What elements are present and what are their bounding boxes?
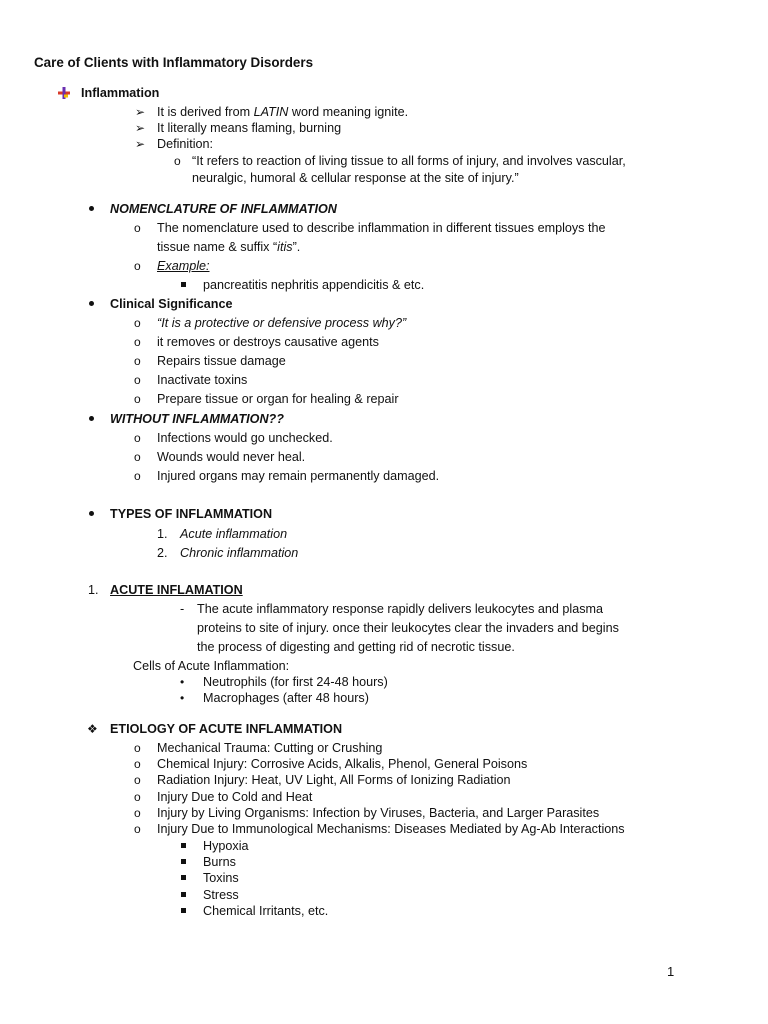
circle-bullet-icon: o: [134, 392, 141, 406]
acute-description-line-2: proteins to site of injury. once their leukocytes clear the invaders and begins: [197, 621, 619, 635]
square-bullet-icon: [181, 908, 186, 913]
inflammation-point-2: It literally means flaming, burning: [157, 121, 342, 135]
circle-bullet-icon: o: [134, 469, 141, 483]
section-heading-nomenclature: NOMENCLATURE OF INFLAMMATION: [110, 202, 337, 216]
definition-line-2: neuralgic, humoral & cellular response at the site of injury.”: [192, 171, 519, 185]
circle-bullet-icon: o: [134, 757, 141, 771]
square-bullet-icon: [181, 859, 186, 864]
circle-bullet-icon: o: [134, 790, 141, 804]
circle-bullet-icon: o: [134, 806, 141, 820]
circle-bullet-icon: o: [134, 316, 141, 330]
type-item: Chronic inflammation: [180, 546, 299, 560]
square-bullet-icon: [181, 282, 186, 287]
plus-icon: [58, 87, 70, 99]
section-heading-clinical: Clinical Significance: [110, 297, 233, 311]
circle-bullet-icon: o: [134, 354, 141, 368]
without-item: Infections would go unchecked.: [157, 431, 333, 445]
example-label: Example:: [157, 259, 210, 273]
inflammation-point-1: It is derived from LATIN word meaning ignite.: [157, 105, 409, 119]
acute-description-line-3: the process of digesting and getting rid of necrotic tissue.: [197, 640, 515, 654]
circle-bullet-icon: o: [134, 773, 141, 787]
type-item: Acute inflammation: [180, 527, 288, 541]
acute-number: 1.: [88, 583, 99, 597]
clinical-item: “It is a protective or defensive process why?”: [157, 316, 407, 330]
small-bullet-icon: •: [180, 675, 185, 689]
cell-item: Macrophages (after 48 hours): [203, 691, 369, 705]
cell-item: Neutrophils (for first 24-48 hours): [203, 675, 388, 689]
small-bullet-icon: •: [180, 691, 185, 705]
diamond-bullet-icon: ❖: [87, 722, 98, 736]
circle-bullet-icon: o: [134, 450, 141, 464]
page-title: Care of Clients with Inflammatory Disorders: [34, 55, 314, 70]
circle-bullet-icon: o: [134, 221, 141, 235]
clinical-item: Inactivate toxins: [157, 373, 248, 387]
nomenclature-line-1: The nomenclature used to describe inflammation in different tissues employs the: [157, 221, 606, 235]
acute-description-line-1: The acute inflammatory response rapidly delivers leukocytes and plasma: [197, 602, 603, 616]
example-item: pancreatitis nephritis appendicitis & etc.: [203, 278, 425, 292]
etiology-item: Injury by Living Organisms: Infection by Viruses, Bacteria, and Larger Parasites: [157, 806, 600, 820]
without-item: Wounds would never heal.: [157, 450, 306, 464]
clinical-item: Prepare tissue or organ for healing & repair: [157, 392, 399, 406]
arrow-bullet-icon: ➢: [135, 105, 146, 119]
square-bullet-icon: [181, 892, 186, 897]
etiology-sub-item: Toxins: [203, 871, 239, 885]
etiology-sub-item: Chemical Irritants, etc.: [203, 904, 329, 918]
etiology-sub-item: Burns: [203, 855, 236, 869]
etiology-item: Injury Due to Cold and Heat: [157, 790, 313, 804]
clinical-item: it removes or destroys causative agents: [157, 335, 379, 349]
inflammation-point-3: Definition:: [157, 137, 214, 151]
section-heading-without: WITHOUT INFLAMMATION??: [110, 412, 284, 426]
circle-bullet-icon: o: [134, 373, 141, 387]
bullet-icon: [89, 206, 94, 211]
arrow-bullet-icon: ➢: [135, 121, 146, 135]
type-number: 1.: [157, 527, 168, 541]
section-heading-inflammation: Inflammation: [81, 86, 160, 100]
circle-bullet-icon: o: [134, 741, 141, 755]
clinical-item: Repairs tissue damage: [157, 354, 286, 368]
dash-marker: -: [180, 602, 185, 616]
nomenclature-line-2: tissue name & suffix “itis”.: [157, 240, 301, 254]
cells-label: Cells of Acute Inflammation:: [133, 659, 290, 673]
definition-line-1: “It refers to reaction of living tissue to all forms of injury, and involves vascular,: [192, 154, 626, 168]
arrow-bullet-icon: ➢: [135, 137, 146, 151]
square-bullet-icon: [181, 875, 186, 880]
circle-bullet-icon: o: [134, 259, 141, 273]
section-heading-etiology: ETIOLOGY OF ACUTE INFLAMMATION: [110, 722, 343, 736]
etiology-item: Chemical Injury: Corrosive Acids, Alkalis, Phenol, General Poisons: [157, 757, 528, 771]
bullet-icon: [89, 511, 94, 516]
square-bullet-icon: [181, 843, 186, 848]
section-heading-acute: ACUTE INFLAMATION: [110, 583, 243, 597]
etiology-item: Mechanical Trauma: Cutting or Crushing: [157, 741, 383, 755]
etiology-item: Injury Due to Immunological Mechanisms: Diseases Mediated by Ag-Ab Interactions: [157, 822, 625, 836]
circle-bullet-icon: o: [174, 154, 181, 168]
etiology-sub-item: Stress: [203, 888, 239, 902]
section-heading-types: TYPES OF INFLAMMATION: [110, 507, 273, 521]
bullet-icon: [89, 416, 94, 421]
without-item: Injured organs may remain permanently damaged.: [157, 469, 440, 483]
circle-bullet-icon: o: [134, 431, 141, 445]
etiology-sub-item: Hypoxia: [203, 839, 249, 853]
type-number: 2.: [157, 546, 168, 560]
circle-bullet-icon: o: [134, 822, 141, 836]
bullet-icon: [89, 301, 94, 306]
circle-bullet-icon: o: [134, 335, 141, 349]
page-number: 1: [667, 964, 675, 979]
etiology-item: Radiation Injury: Heat, UV Light, All Forms of Ionizing Radiation: [157, 773, 511, 787]
